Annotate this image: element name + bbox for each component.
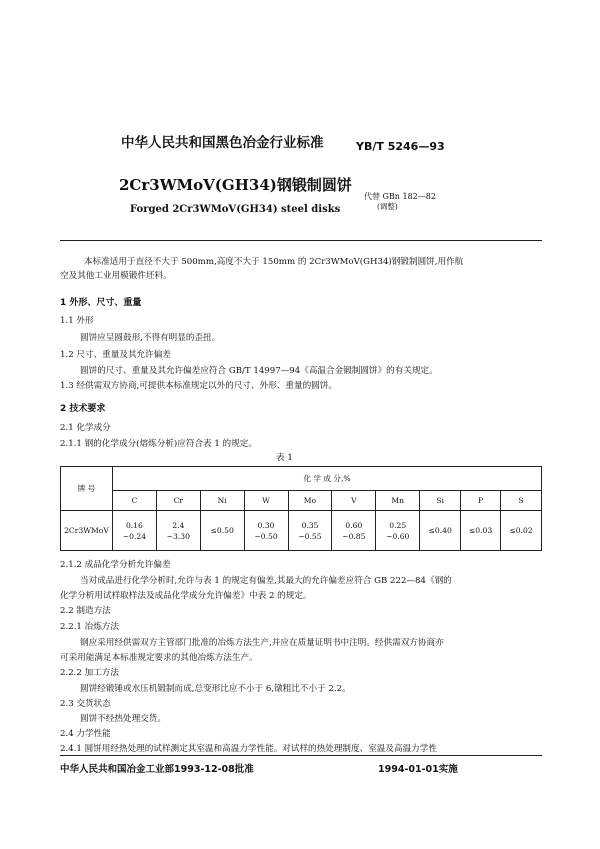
section-2-2-2-heading: 2.2.2 加工方法: [60, 668, 119, 678]
value-cell: ≤0.02: [501, 511, 542, 551]
section-2-2-2-text: 圆饼经锻锤或水压机锻制而成,总变形比应不小于 6,镦粗比不小于 2.2。: [80, 684, 351, 694]
section-2-2-1-line-1: 钢应采用经供需双方主管部门批准的冶炼方法生产,并应在质量证明书中注明。经供需双方协商亦: [80, 638, 444, 648]
document-title: 2Cr3WMoV(GH34)钢锻制圆饼: [119, 176, 352, 194]
section-2-3-heading: 2.3 交货状态: [60, 699, 111, 709]
composition-group-header: 化 学 成 分,%: [112, 467, 541, 491]
element-header: Mn: [376, 491, 420, 511]
section-2-2-1-line-2: 可采用能满足本标准规定要求的其他冶炼方法生产。: [60, 653, 258, 663]
section-2-1-2-heading: 2.1.2 成品化学分析允许偏差: [60, 560, 171, 570]
standard-number: YB/T 5246—93: [356, 140, 445, 153]
section-2-1-heading: 2.1 化学成分: [60, 423, 111, 433]
footer-divider: [60, 755, 542, 756]
section-2-4-1-text: 2.4.1 圆饼用经热处理的试样测定其室温和高温力学性能。对试样的热处理制度、室温及高温力学性: [60, 744, 437, 754]
section-2-1-2-line-2: 化学分析用试样取样法及成品化学成分允许偏差》中表 2 的规定。: [60, 591, 312, 601]
value-cell: 0.35 ~0.55: [288, 511, 332, 551]
issuer-title: 中华人民共和国黑色冶金行业标准: [121, 135, 324, 151]
chemical-composition-table: [60, 466, 542, 551]
replaces-note: (调整): [377, 202, 398, 211]
section-1-heading: 1 外形、尺寸、重量: [60, 298, 142, 308]
scope-line-1: 本标准适用于直径不大于 500mm,高度不大于 150mm 的 2Cr3WMoV(GH34)钢锻制圆饼,用作航: [84, 257, 464, 267]
section-2-heading: 2 技术要求: [60, 404, 106, 414]
english-title: Forged 2Cr3WMoV(GH34) steel disks: [130, 204, 341, 215]
section-1-2-heading: 1.2 尺寸、重量及其允许偏差: [60, 350, 171, 360]
section-1-1-heading: 1.1 外形: [60, 316, 94, 326]
table-row: [61, 511, 542, 551]
value-cell: ≤0.03: [461, 511, 501, 551]
section-1-2-text: 圆饼的尺寸、重量及其允许偏差应符合 GB/T 14997—94《高温合金锻制圆饼》的有关规定。: [80, 366, 438, 376]
table-1-caption: 表 1: [276, 453, 293, 463]
section-2-1-2-line-1: 当对成品进行化学分析时,允许与表 1 的规定有偏差,其最大的允许偏差应符合 GB 222—84《钢的: [80, 576, 452, 586]
element-header: Cr: [156, 491, 200, 511]
section-1-3-text: 1.3 经供需双方协商,可提供本标准规定以外的尺寸、外形、重量的圆饼。: [60, 381, 337, 391]
header-divider: [60, 240, 542, 241]
element-header: W: [244, 491, 288, 511]
value-cell: 0.30 ~0.50: [244, 511, 288, 551]
value-cell: 2.4 ~3.30: [156, 511, 200, 551]
value-cell: 0.16 ~0.24: [112, 511, 156, 551]
element-header: C: [112, 491, 156, 511]
grade-header: 牌 号: [61, 467, 113, 511]
value-cell: ≤0.40: [420, 511, 461, 551]
value-cell: 0.25 ~0.60: [376, 511, 420, 551]
grade-cell: 2Cr3WMoV: [61, 511, 113, 551]
element-header: Mo: [288, 491, 332, 511]
section-2-1-1-text: 2.1.1 钢的化学成分(熔炼分析)应符合表 1 的规定。: [60, 439, 257, 449]
element-header: P: [461, 491, 501, 511]
approval-info: 中华人民共和国冶金工业部1993-12-08批准: [60, 764, 254, 775]
scope-line-2: 空及其他工业用模锻件坯料。: [60, 271, 172, 281]
element-header: Si: [420, 491, 461, 511]
section-2-4-heading: 2.4 力学性能: [60, 729, 111, 739]
section-2-2-heading: 2.2 制造方法: [60, 606, 111, 616]
element-header: S: [501, 491, 542, 511]
section-1-1-text: 圆饼应呈圆鼓形,不得有明显的歪扭。: [80, 333, 221, 343]
element-header: V: [332, 491, 376, 511]
value-cell: 0.60 ~0.85: [332, 511, 376, 551]
element-header: Ni: [200, 491, 244, 511]
implementation-date: 1994-01-01实施: [378, 764, 458, 775]
value-cell: ≤0.50: [200, 511, 244, 551]
section-2-2-1-heading: 2.2.1 冶炼方法: [60, 622, 119, 632]
section-2-3-text: 圆饼不经热处理交货。: [80, 714, 166, 724]
replaces-standard: 代替 GBn 182—82: [364, 192, 436, 201]
